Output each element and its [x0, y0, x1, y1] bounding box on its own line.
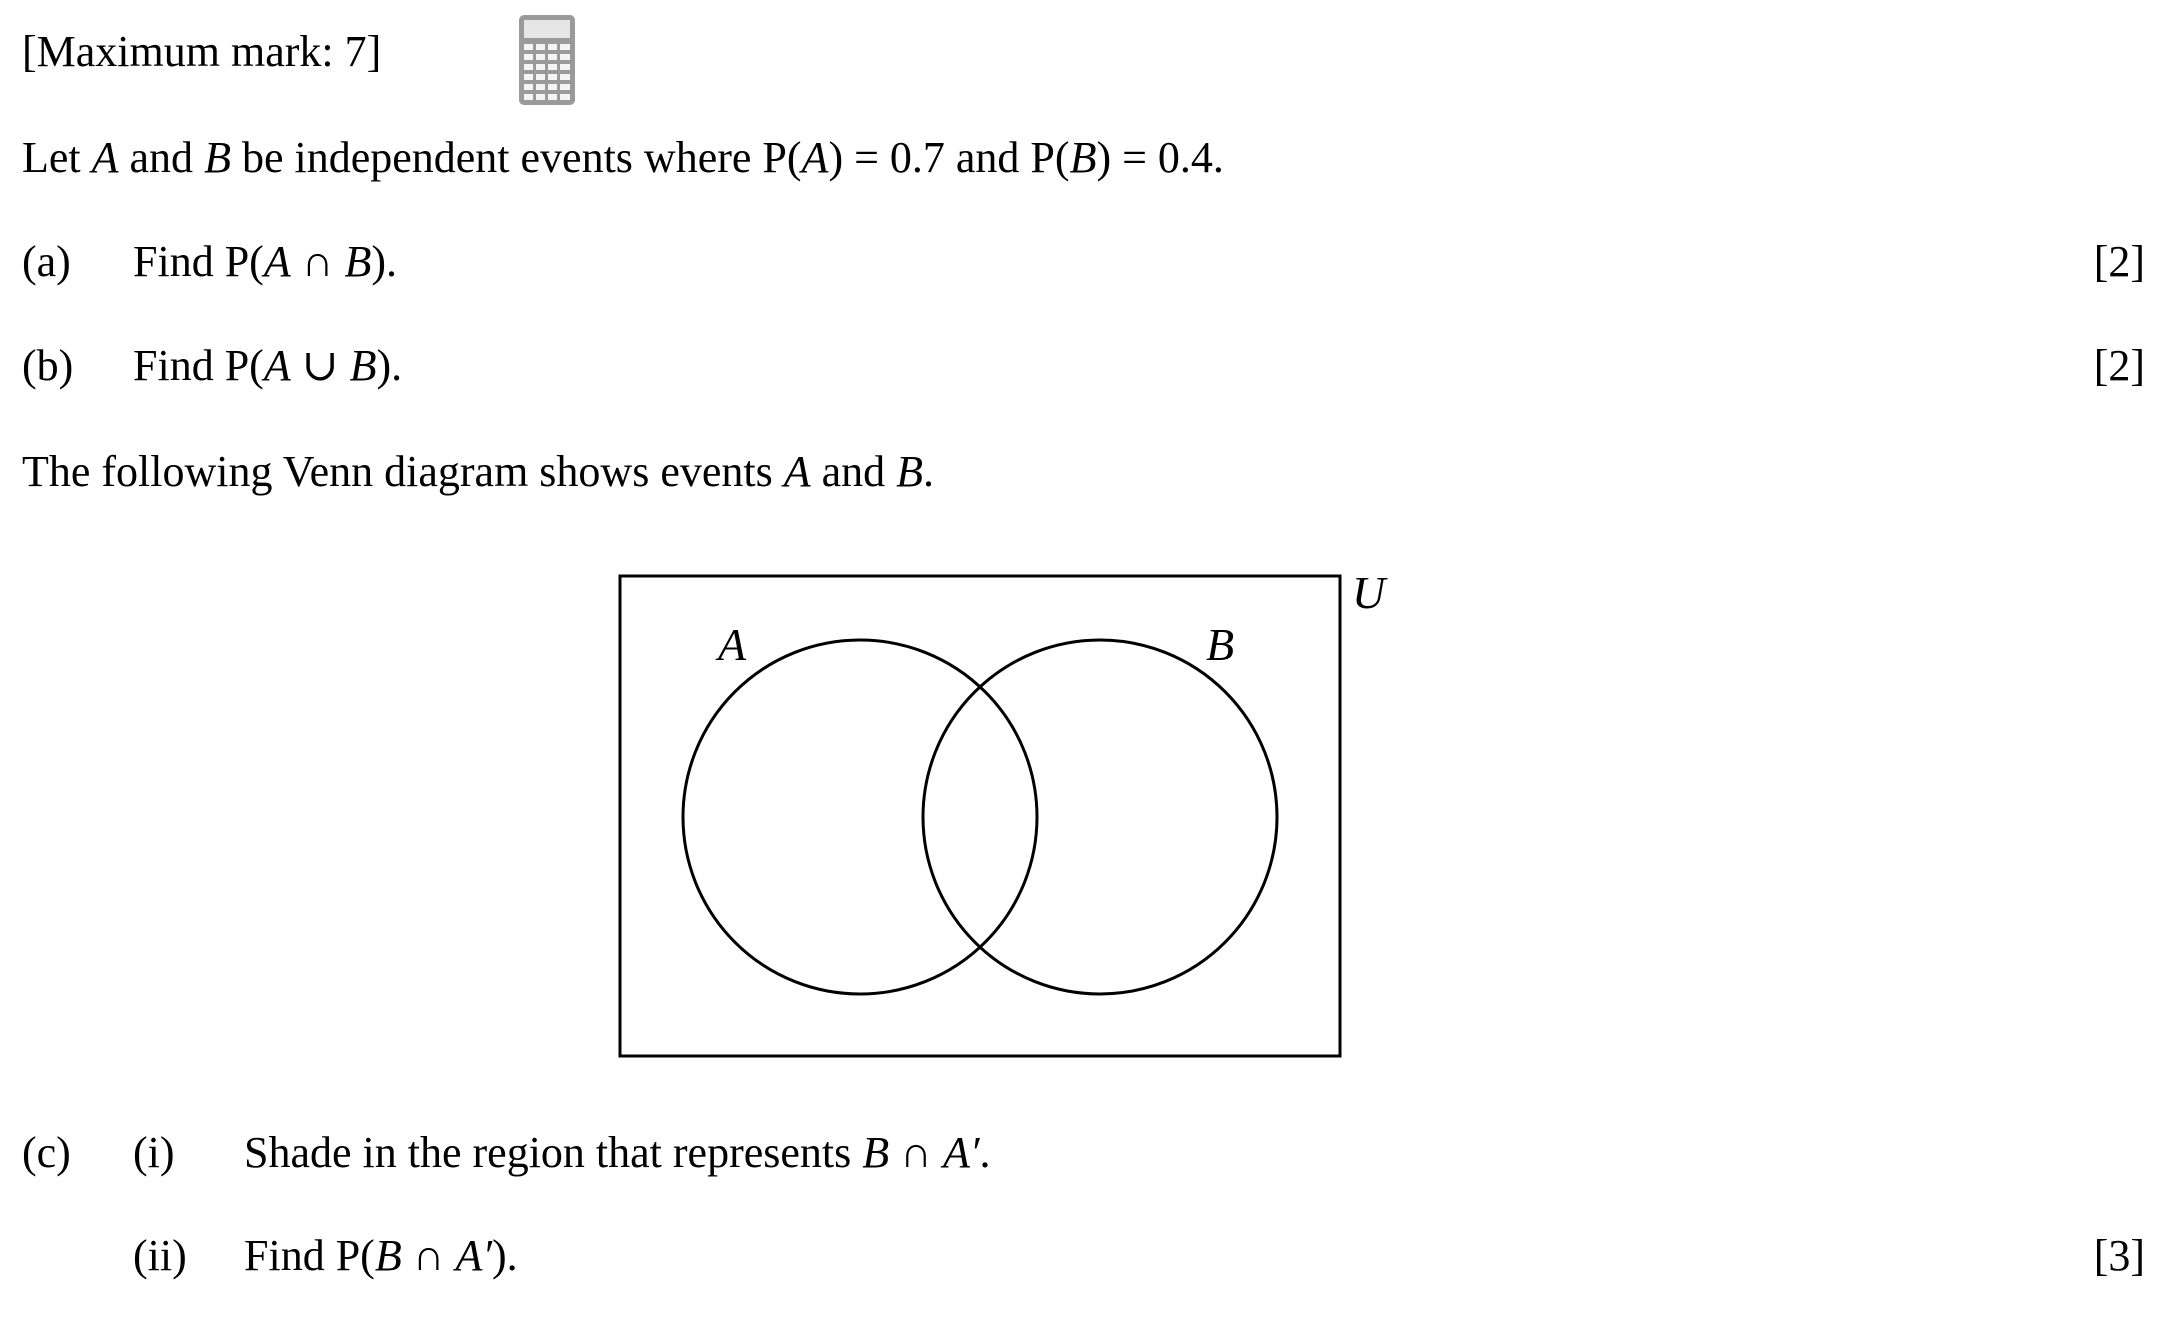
part-c-i-label: (i) [133, 1128, 175, 1177]
intro-text-1: Let [22, 133, 92, 182]
venn-diagram [600, 560, 1420, 1070]
maximum-mark: [Maximum mark: 7] [22, 27, 382, 76]
intersection-symbol: ∩ [401, 1231, 456, 1280]
part-a-text-2: ). [371, 237, 398, 286]
event-a: A [263, 237, 291, 286]
part-a-mark: [2] [2093, 237, 2145, 286]
part-c-label: (c) [22, 1128, 71, 1177]
intersection-symbol: ∩ [290, 237, 345, 286]
part-b-text-1: Find P( [133, 341, 264, 390]
event-a-complement: A′ [455, 1231, 493, 1280]
intro-text-4: ) = 0.7 and P( [828, 133, 1070, 182]
intersection-symbol: ∩ [889, 1128, 943, 1177]
set-a-label: A [718, 619, 747, 670]
part-a-text-1: Find P( [133, 237, 264, 286]
event-b: B [344, 237, 372, 286]
event-b: B [896, 447, 924, 496]
universal-set-label: U [1352, 567, 1386, 618]
part-a-label: (a) [22, 237, 71, 286]
set-a-circle [683, 640, 1037, 994]
part-c-ii-text-1: Find P( [244, 1231, 375, 1280]
event-b: B [862, 1128, 890, 1177]
event-b: B [349, 341, 377, 390]
venn-intro [22, 446, 934, 497]
intro-text-5: ) = 0.4. [1096, 133, 1224, 182]
venn-intro-text-2: and [810, 447, 897, 496]
event-a: A [801, 133, 829, 182]
event-b: B [204, 133, 231, 182]
part-a-question [133, 236, 397, 287]
venn-intro-text-1: The following Venn diagram shows events [22, 447, 784, 496]
calculator-icon [518, 14, 576, 106]
event-b: B [1069, 133, 1097, 182]
part-c-i-text-2: . [979, 1128, 991, 1177]
question-intro [22, 132, 1224, 183]
part-b-label: (b) [22, 341, 74, 390]
set-b-circle [923, 640, 1277, 994]
intro-text-3: be independent events where P( [230, 133, 802, 182]
venn-intro-text-3: . [923, 447, 935, 496]
part-c-ii-question [244, 1230, 518, 1281]
part-b-mark: [2] [2093, 341, 2145, 390]
part-c-i-question [244, 1127, 990, 1178]
event-a: A [783, 447, 811, 496]
intro-text-2: and [118, 133, 205, 182]
event-a: A [91, 133, 119, 182]
union-symbol: ∪ [290, 341, 350, 390]
part-c-i-text-1: Shade in the region that represents [244, 1128, 863, 1177]
part-c-ii-label: (ii) [133, 1231, 187, 1280]
set-b-label: B [1206, 619, 1235, 670]
part-c-ii-text-2: ). [492, 1231, 518, 1280]
part-c-ii-mark: [3] [2093, 1231, 2145, 1280]
event-a: A [263, 341, 291, 390]
event-b: B [374, 1231, 402, 1280]
event-a-complement: A′ [942, 1128, 980, 1177]
part-b-text-2: ). [376, 341, 403, 390]
part-b-question [133, 340, 402, 391]
